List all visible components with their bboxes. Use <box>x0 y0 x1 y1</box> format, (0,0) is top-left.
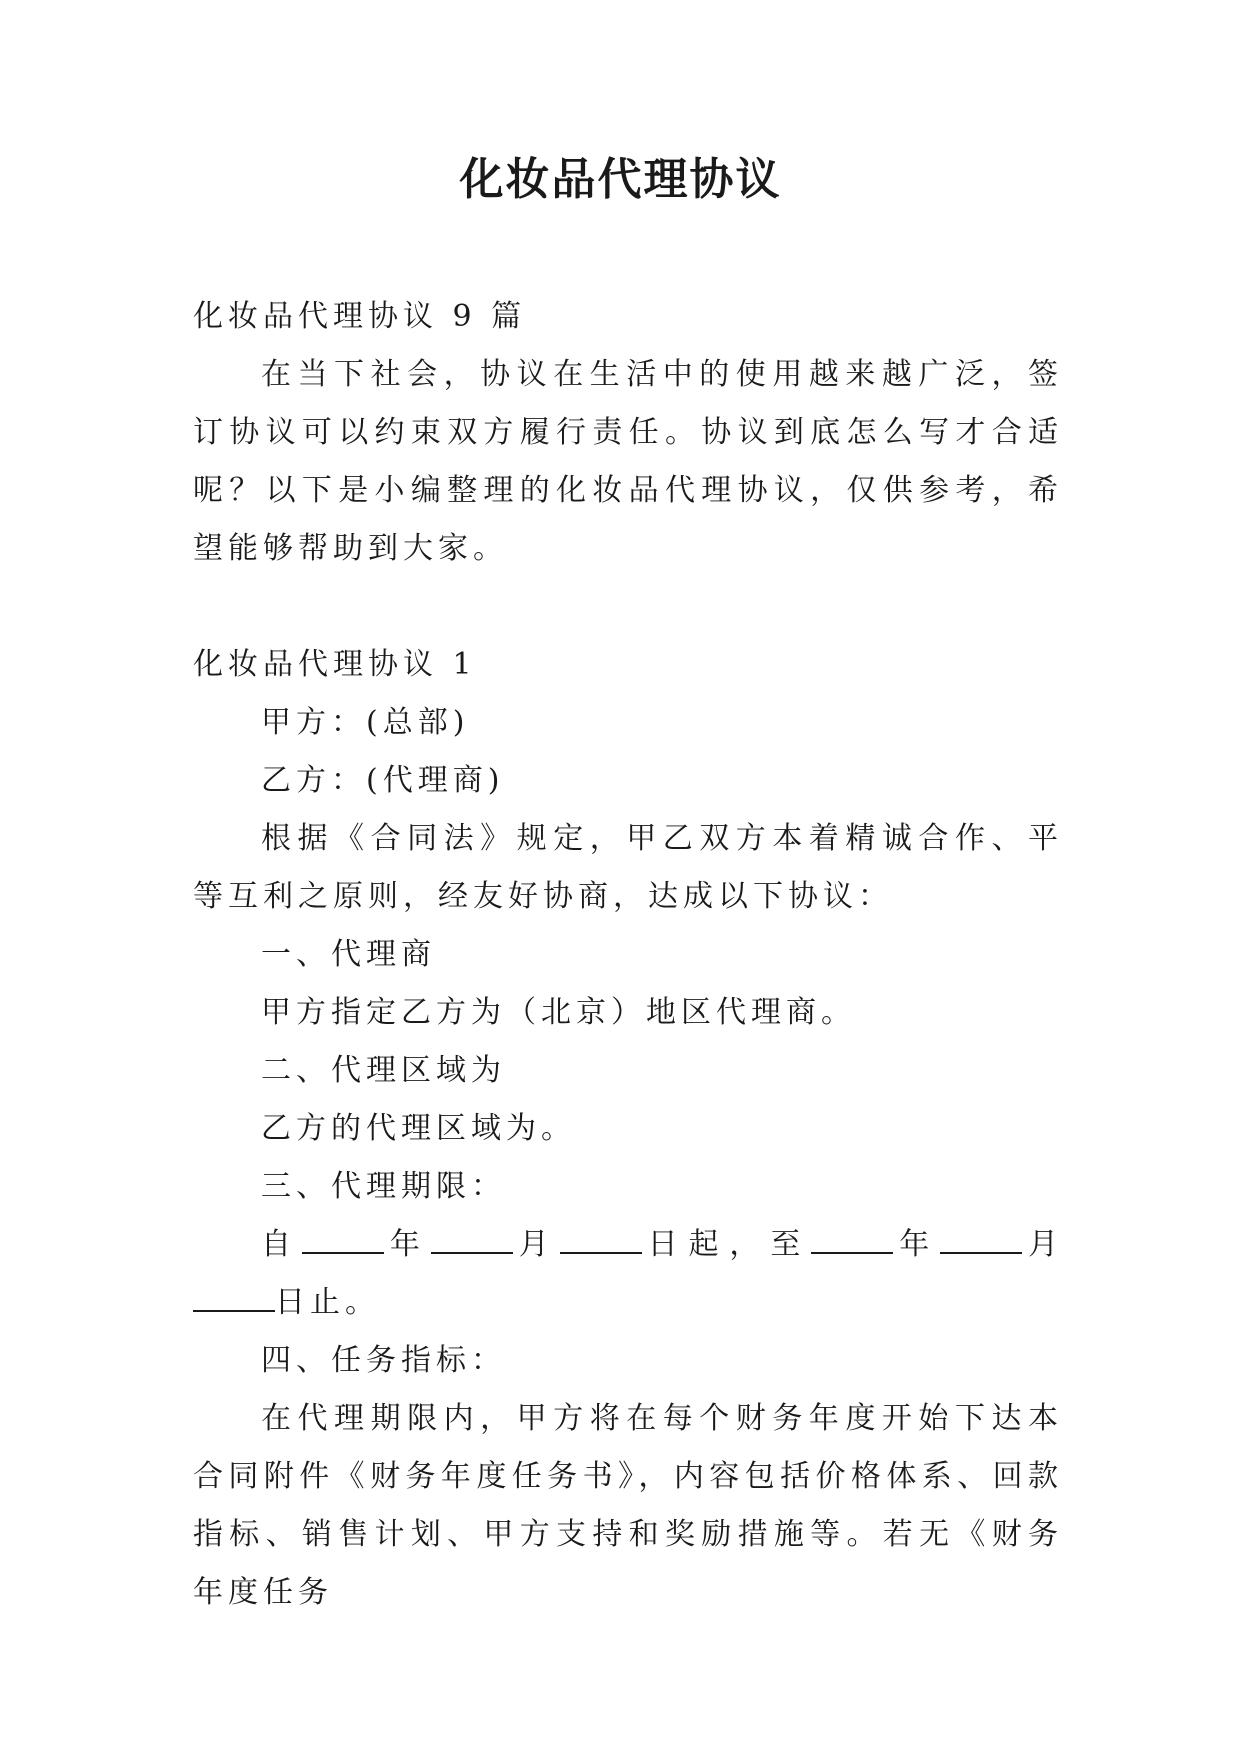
blank-line <box>302 1225 384 1254</box>
intro-paragraph: 在当下社会，协议在生活中的使用越来越广泛，签订协议可以约束双方履行责任。协议到底怎么写才合适呢？以下是小编整理的化妆品代理协议，仅供参考，希望能够帮助到大家。 <box>193 357 1063 566</box>
document-title: 化妆品代理协议 <box>459 154 782 205</box>
term-month: 月 <box>512 1227 560 1262</box>
document-body <box>193 288 1063 1622</box>
basis-paragraph: 根据《合同法》规定，甲乙双方本着精诚合作、平等互利之原则，经友好协商，达成以下协议： <box>193 821 1063 914</box>
blank-line <box>811 1225 893 1254</box>
section-title: 化妆品代理协议 1 <box>193 647 477 682</box>
party-b: 乙方：(代理商) <box>261 763 505 798</box>
blank-line <box>940 1225 1022 1254</box>
clause-agent: 甲方指定乙方为（北京）地区代理商。 <box>261 995 856 1030</box>
heading-agent: 一、代理商 <box>261 937 436 972</box>
clause-targets: 在代理期限内，甲方将在每个财务年度开始下达本合同附件《财务年度任务书》，内容包括价格体系、回款指标、销售计划、甲方支持和奖励措施等。若无《财务年度任务 <box>193 1401 1063 1610</box>
clause-term <box>193 1216 1063 1332</box>
heading-region: 二、代理区域为 <box>261 1053 506 1088</box>
clause-region: 乙方的代理区域为。 <box>261 1111 576 1146</box>
heading-targets: 四、任务指标： <box>261 1343 506 1378</box>
blank-line <box>431 1225 513 1254</box>
term-year-end: 年 <box>893 1227 941 1262</box>
paragraph-gap <box>193 578 1063 636</box>
blank-line <box>193 1283 275 1312</box>
blank-line <box>560 1225 642 1254</box>
term-from: 自 <box>261 1227 302 1262</box>
party-a: 甲方：(总部) <box>261 705 470 740</box>
term-month-end: 月 <box>1022 1227 1064 1262</box>
heading-term: 三、代理期限： <box>261 1169 506 1204</box>
document-subtitle: 化妆品代理协议 9 篇 <box>193 299 527 334</box>
term-year: 年 <box>383 1227 431 1262</box>
term-end: 日止。 <box>275 1285 380 1320</box>
term-day-start: 日起，至 <box>641 1227 812 1262</box>
